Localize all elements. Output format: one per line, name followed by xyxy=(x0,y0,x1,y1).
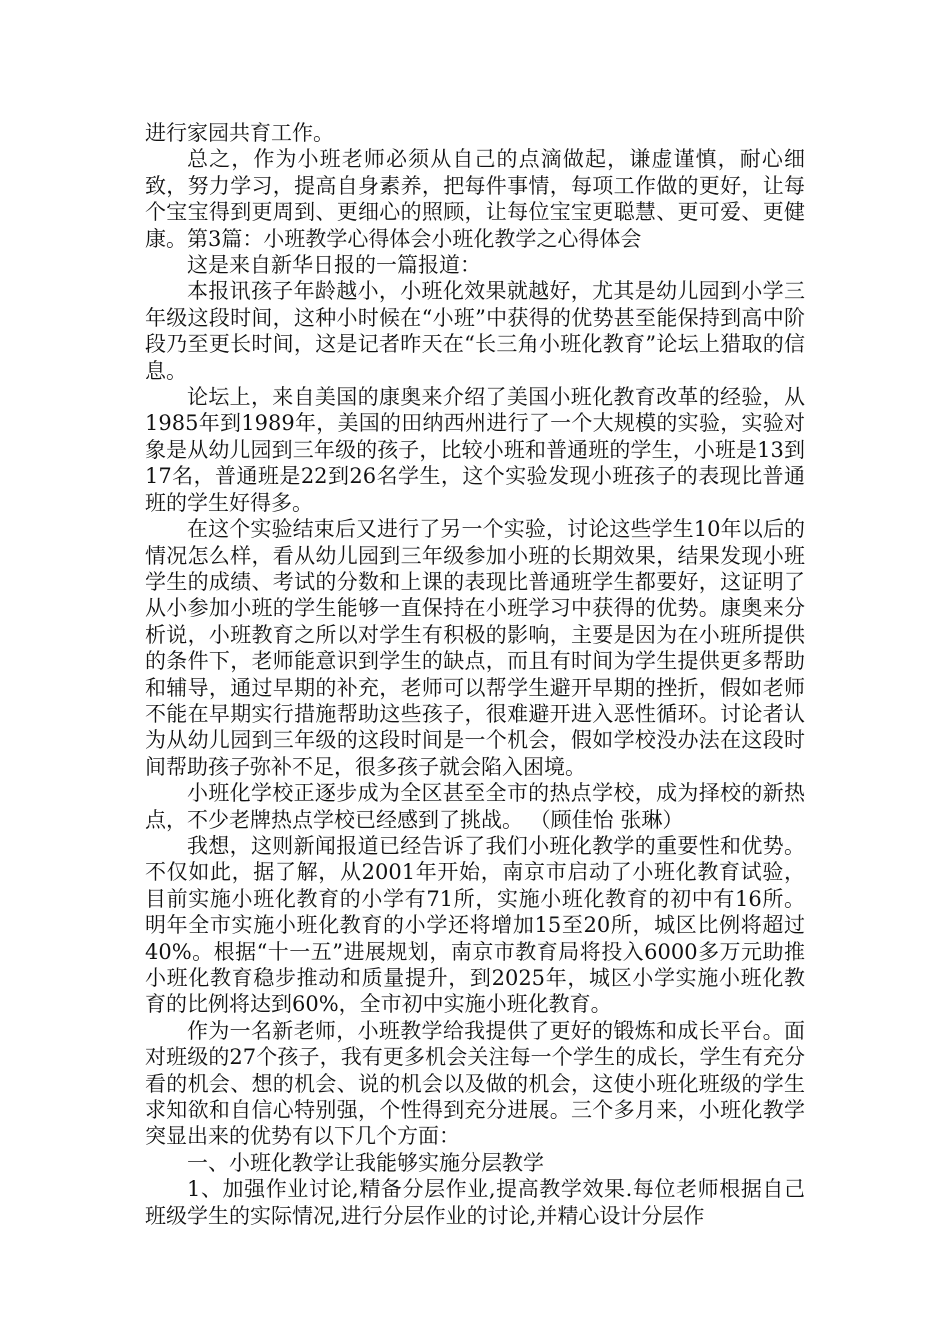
paragraph: 进行家园共育工作。 xyxy=(145,121,334,145)
document-body xyxy=(145,120,805,1229)
paragraph: 在这个实验结束后又进行了另一个实验，讨论这些学生10年以后的情况怎么样，看从幼儿园到三年级参加小班的长期效果，结果发现小班学生的成绩、考试的分数和上课的表现比普通班学生都要好，这证明了从小参加小班的学生能够一直保持在小班学习中获得的优势。康奥来分析说，小班教育之所以对学生有积极的影响，主要是因为在小班所提供的条件下，老师能意识到学生的缺点，而且有时间为学生提供更多帮助和辅导，通过早期的补充，老师可以帮学生避开早期的挫折，假如老师不能在早期实行措施帮助这些孩子，很难避开进入恶性循环。讨论者认为从幼儿园到三年级的这段时间是一个机会，假如学校没办法在这段时间帮助孩子弥补不足，很多孩子就会陷入困境。 xyxy=(145,517,805,779)
paragraph: 本报讯孩子年龄越小，小班化效果就越好，尤其是幼儿园到小学三年级这段时间，这种小时候在“小班”中获得的优势甚至能保持到高中阶段乃至更长时间，这是记者昨天在“长三角小班化教育”论坛上猎取的信息。 xyxy=(145,279,805,383)
paragraph: 论坛上，来自美国的康奥来介绍了美国小班化教育改革的经验，从1985年到1989年，美国的田纳西州进行了一个大规模的实验，实验对象是从幼儿园到三年级的孩子，比较小班和普通班的学生，小班是13到17名，普通班是22到26名学生，这个实验发现小班孩子的表现比普通班的学生好得多。 xyxy=(145,385,805,515)
paragraph: 这是来自新华日报的一篇报道： xyxy=(187,253,481,278)
paragraph: 小班化学校正逐步成为全区甚至全市的热点学校，成为择校的新热点，不少老牌热点学校已经感到了挑战。 （顾佳怡 张琳） xyxy=(145,781,805,832)
paragraph: 作为一名新老师，小班教学给我提供了更好的锻炼和成长平台。面对班级的27个孩子，我有更多机会关注每一个学生的成长，学生有充分看的机会、想的机会、说的机会以及做的机会，这使小班化班级的学生求知欲和自信心特别强，个性得到充分进展。三个多月来，小班化教学突显出来的优势有以下几个方面： xyxy=(145,1018,805,1149)
paragraph: 我想，这则新闻报道已经告诉了我们小班化教学的重要性和优势。不仅如此，据了解，从2001年开始，南京市启动了小班化教育试验，目前实施小班化教育的小学有71所，实施小班化教育的初中有16所。明年全市实施小班化教育的小学还将增加15至20所，城区比例将超过40%。根据“十一五”进展规划，南京市教育局将投入6000多万元助推小班化教育稳步推动和质量提升，到2025年，城区小学实施小班化教育的比例将达到60%，全市初中实施小班化教育。 xyxy=(145,833,805,1017)
paragraph: 总之，作为小班老师必须从自己的点滴做起，谦虚谨慎，耐心细致，努力学习，提高自身素养，把每件事情，每项工作做的更好，让每个宝宝得到更周到、更细心的照顾，让每位宝宝更聪慧、更可爱、更健康。第3篇：小班教学心得体会小班化教学之心得体会 xyxy=(145,147,805,251)
section-heading: 一、小班化教学让我能够实施分层教学 xyxy=(187,1150,544,1175)
paragraph: 1、加强作业讨论,精备分层作业,提高教学效果.每位老师根据自己班级学生的实际情况,进行分层作业的讨论,并精心设计分层作 xyxy=(145,1177,805,1228)
